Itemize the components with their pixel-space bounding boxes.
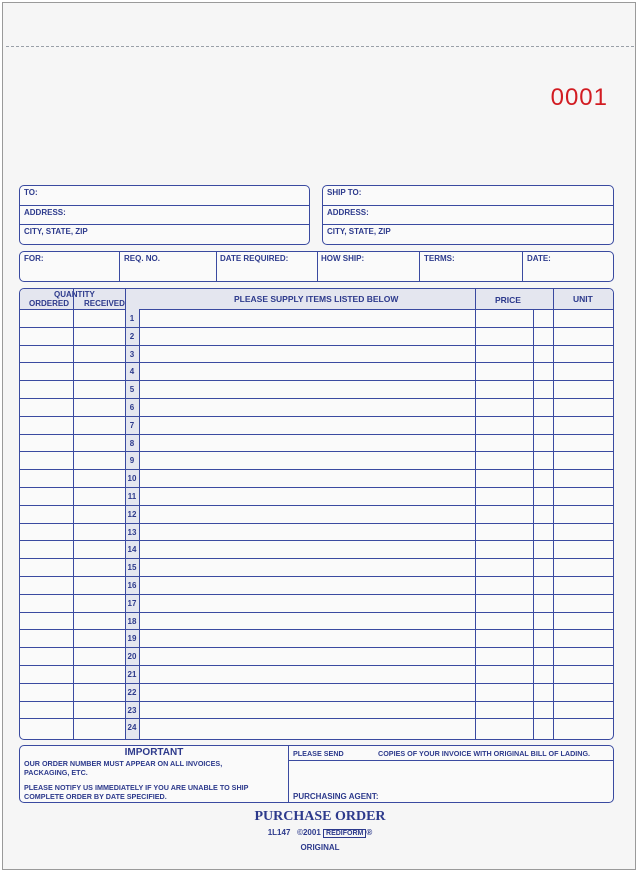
form-number: 0001 [550,84,608,111]
row-number: 14 [127,545,137,555]
row-number: 20 [127,652,137,662]
please-send-label: PLEASE SEND [293,749,344,758]
ship-to-label: SHIP TO: [327,188,362,197]
row-divider [20,505,613,506]
row-divider [20,362,613,363]
date-required-label: DATE REQUIRED: [220,254,289,263]
row-number: 23 [127,705,137,715]
to-label: TO: [24,188,38,197]
row-divider [20,469,613,470]
to-block [19,185,310,245]
row-number: 11 [127,492,137,501]
important-line-2: PACKAGING, ETC. [24,768,88,777]
form-title: PURCHASE ORDER [254,809,386,824]
important-title: IMPORTANT [124,747,184,758]
row-number: 19 [127,634,137,644]
row-divider [20,576,613,577]
row-divider [20,380,613,381]
copies-label: COPIES OF YOUR INVOICE WITH ORIGINAL BILL OF LADING. [378,749,591,758]
row-number: 6 [129,403,135,412]
row-number: 5 [129,385,135,395]
row-divider [20,612,613,613]
row-number: 22 [127,687,137,697]
row-divider [20,558,613,559]
row-divider [20,701,613,702]
row-divider [20,718,613,719]
row-divider [20,451,613,452]
how-ship-label: HOW SHIP: [321,254,365,263]
row-number: 1 [129,314,135,323]
ordered-header: ORDERED [29,299,70,308]
form-code-line [0,828,640,837]
important-line-3: PLEASE NOTIFY US IMMEDIATELY IF YOU ARE UNABLE TO SHIP [24,783,249,792]
to-address-label: ADDRESS: [24,208,66,217]
row-divider [20,416,613,417]
for-label: FOR: [24,254,44,263]
row-number: 15 [127,563,137,573]
row-divider [20,629,613,630]
ship-city-label: CITY, STATE, ZIP [327,227,391,236]
row-divider [20,327,613,328]
purchasing-agent-label: PURCHASING AGENT: [293,792,379,801]
copy-type: ORIGINAL [300,843,340,852]
row-divider [20,398,613,399]
row-divider [20,434,613,435]
copyright: ©2001 [297,828,321,837]
row-number: 13 [127,527,137,537]
ship-address-label: ADDRESS: [327,208,369,217]
to-city-label: CITY, STATE, ZIP [24,227,88,236]
row-number: 10 [127,474,137,484]
row-number: 24 [127,723,137,733]
row-divider [20,345,613,346]
brand-logo: REDIFORM [323,829,366,838]
terms-label: TERMS: [424,254,455,263]
registered-mark: ® [366,828,373,837]
req-no-label: REQ. NO. [124,254,161,263]
row-number: 17 [127,598,137,608]
row-number: 8 [129,438,135,448]
row-number: 9 [129,456,135,466]
row-number: 18 [127,616,137,626]
row-divider [20,523,613,524]
perforation-line [6,46,634,47]
row-divider [20,540,613,541]
row-number: 3 [129,349,135,359]
row-divider [20,683,613,684]
row-divider [20,594,613,595]
row-number: 12 [127,509,137,519]
row-divider [20,487,613,488]
row-divider [20,665,613,666]
items-table [19,288,614,740]
row-number: 7 [129,420,135,430]
row-divider [20,647,613,648]
ship-to-block [322,185,614,245]
row-number: 4 [129,367,135,377]
important-line-4: COMPLETE ORDER BY DATE SPECIFIED. [24,792,167,801]
important-line-1: OUR ORDER NUMBER MUST APPEAR ON ALL INVOICES, [24,759,223,768]
form-code: 1L147 [267,828,291,837]
important-block [19,745,614,803]
date-label: DATE: [527,254,551,263]
order-info-row [19,251,614,282]
description-header: PLEASE SUPPLY ITEMS LISTED BELOW [234,294,399,304]
price-header: PRICE [495,295,521,305]
row-number: 16 [127,581,137,590]
row-number: 21 [127,670,137,679]
unit-header: UNIT [573,294,593,304]
quantity-header: QUANTITY [54,290,95,299]
received-header: RECEIVED [84,299,125,308]
row-number: 2 [129,331,135,341]
